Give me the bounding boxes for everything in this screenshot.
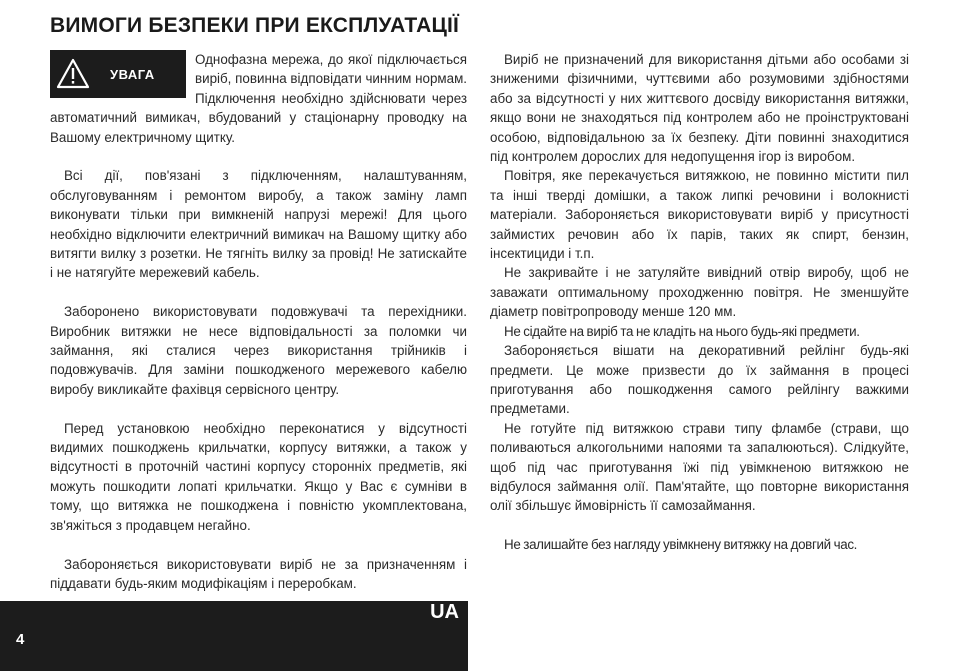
footer-bar: [0, 601, 468, 671]
left-column: [50, 50, 467, 613]
paragraph: Забороняється використовувати виріб не за призначенням і піддавати будь-яким модифікаціям і переробкам.: [50, 556, 467, 591]
paragraph: Заборонено використовувати подовжувачі та перехідники. Виробник витяжки не несе відповідальності за поломки чи займання, які сталися через використання трійників і подовжувачів. Для заміни пошкодженого мережевого кабелю виробу викликайте фахівця сервісного центру.: [50, 304, 467, 397]
language-code: UA: [430, 601, 459, 623]
page-number: 4: [16, 631, 25, 648]
paragraph: Не залишайте без нагляду увімкнену витяжку на довгий час.: [504, 537, 858, 553]
warning-triangle-icon: [56, 58, 90, 90]
right-column: [490, 50, 909, 555]
warning-badge: [50, 50, 186, 98]
paragraph: Повітря, яке перекачується витяжкою, не повинно містити пил та інші тверді домішки, а також липкі речовини і волокнисті матеріали. Забороняється використовувати виріб у присутності займистих речовин або їх парів, таких як спирт, бензин, інсектициди і т.п.: [490, 168, 909, 262]
page-title: ВИМОГИ БЕЗПЕКИ ПРИ ЕКСПЛУАТАЦІЇ: [50, 14, 460, 37]
warning-label: УВАГА: [110, 67, 155, 82]
paragraph: Не сідайте на виріб та не кладіть на нього будь-які предмети.: [504, 323, 860, 339]
paragraph: Перед установкою необхідно переконатися у відсутності видимих пошкоджень крильчатки, корпусу витяжки, а також у відсутності в проточній частині корпусу сторонніх предметів, які можуть пошкодити лопаті крильчатки. Якщо у Вас є сумніви в тому, що витяжка не пошкоджена і повністю укомплектована, зв'яжіться з продавцем негайно.: [50, 420, 467, 533]
paragraph: Забороняється вішати на декоративний рейлінг будь-які предмети. Це може призвести до їх займання в процесі приготування або пошкодження самого рейлінгу важкими предметами.: [490, 343, 909, 417]
paragraph: Не закривайте і не затуляйте вивідний отвір виробу, щоб не заважати оптимальному проходженню повітря. Не зменшуйте діаметр повітропроводу менше 120 мм.: [490, 265, 909, 320]
paragraph: Всі дії, пов'язані з підключенням, налаштуванням, обслуговуванням і ремонтом виробу, а також заміну ламп виконувати тільки при вимкненій напрузі мережі! Для цього необхідно відключити електричний вимикач на Вашому щитку або витягти вилку з розетки. Не тягніть вилку за провід! Не затискайте і не натягуйте мережевий кабель.: [50, 168, 467, 281]
paragraph: Однофазна мережа, до якої підключається виріб, повинна відповідати чинним нормам. Підключення необхідно здійснювати через автоматичний вимикач, вбудований у стаціонарну проводку на Вашому електричному щитку.: [50, 52, 467, 145]
paragraph: Виріб не призначений для використання дітьми або особами зі зниженими фізичними, чуттєвими або розумовими здібностями або за відсутності у них життєвого досвіду використання витяжки, якщо вони не знаходяться під контролем або не проінструктовані особою, відповідальною за їх безпеку. Діти повинні знаходитися під контролем дорослих для недопущення ігор із виробом.: [490, 52, 909, 165]
paragraph: Не готуйте під витяжкою страви типу фламбе (страви, що поливаються алкогольними напоями та запалюються). Слідкуйте, щоб під час приготування їжі під увімкненою витяжкою не відбулося займання олії. Пам'ятайте, що повторне використання олії збільшує ймовірність її самозаймання.: [490, 420, 909, 514]
